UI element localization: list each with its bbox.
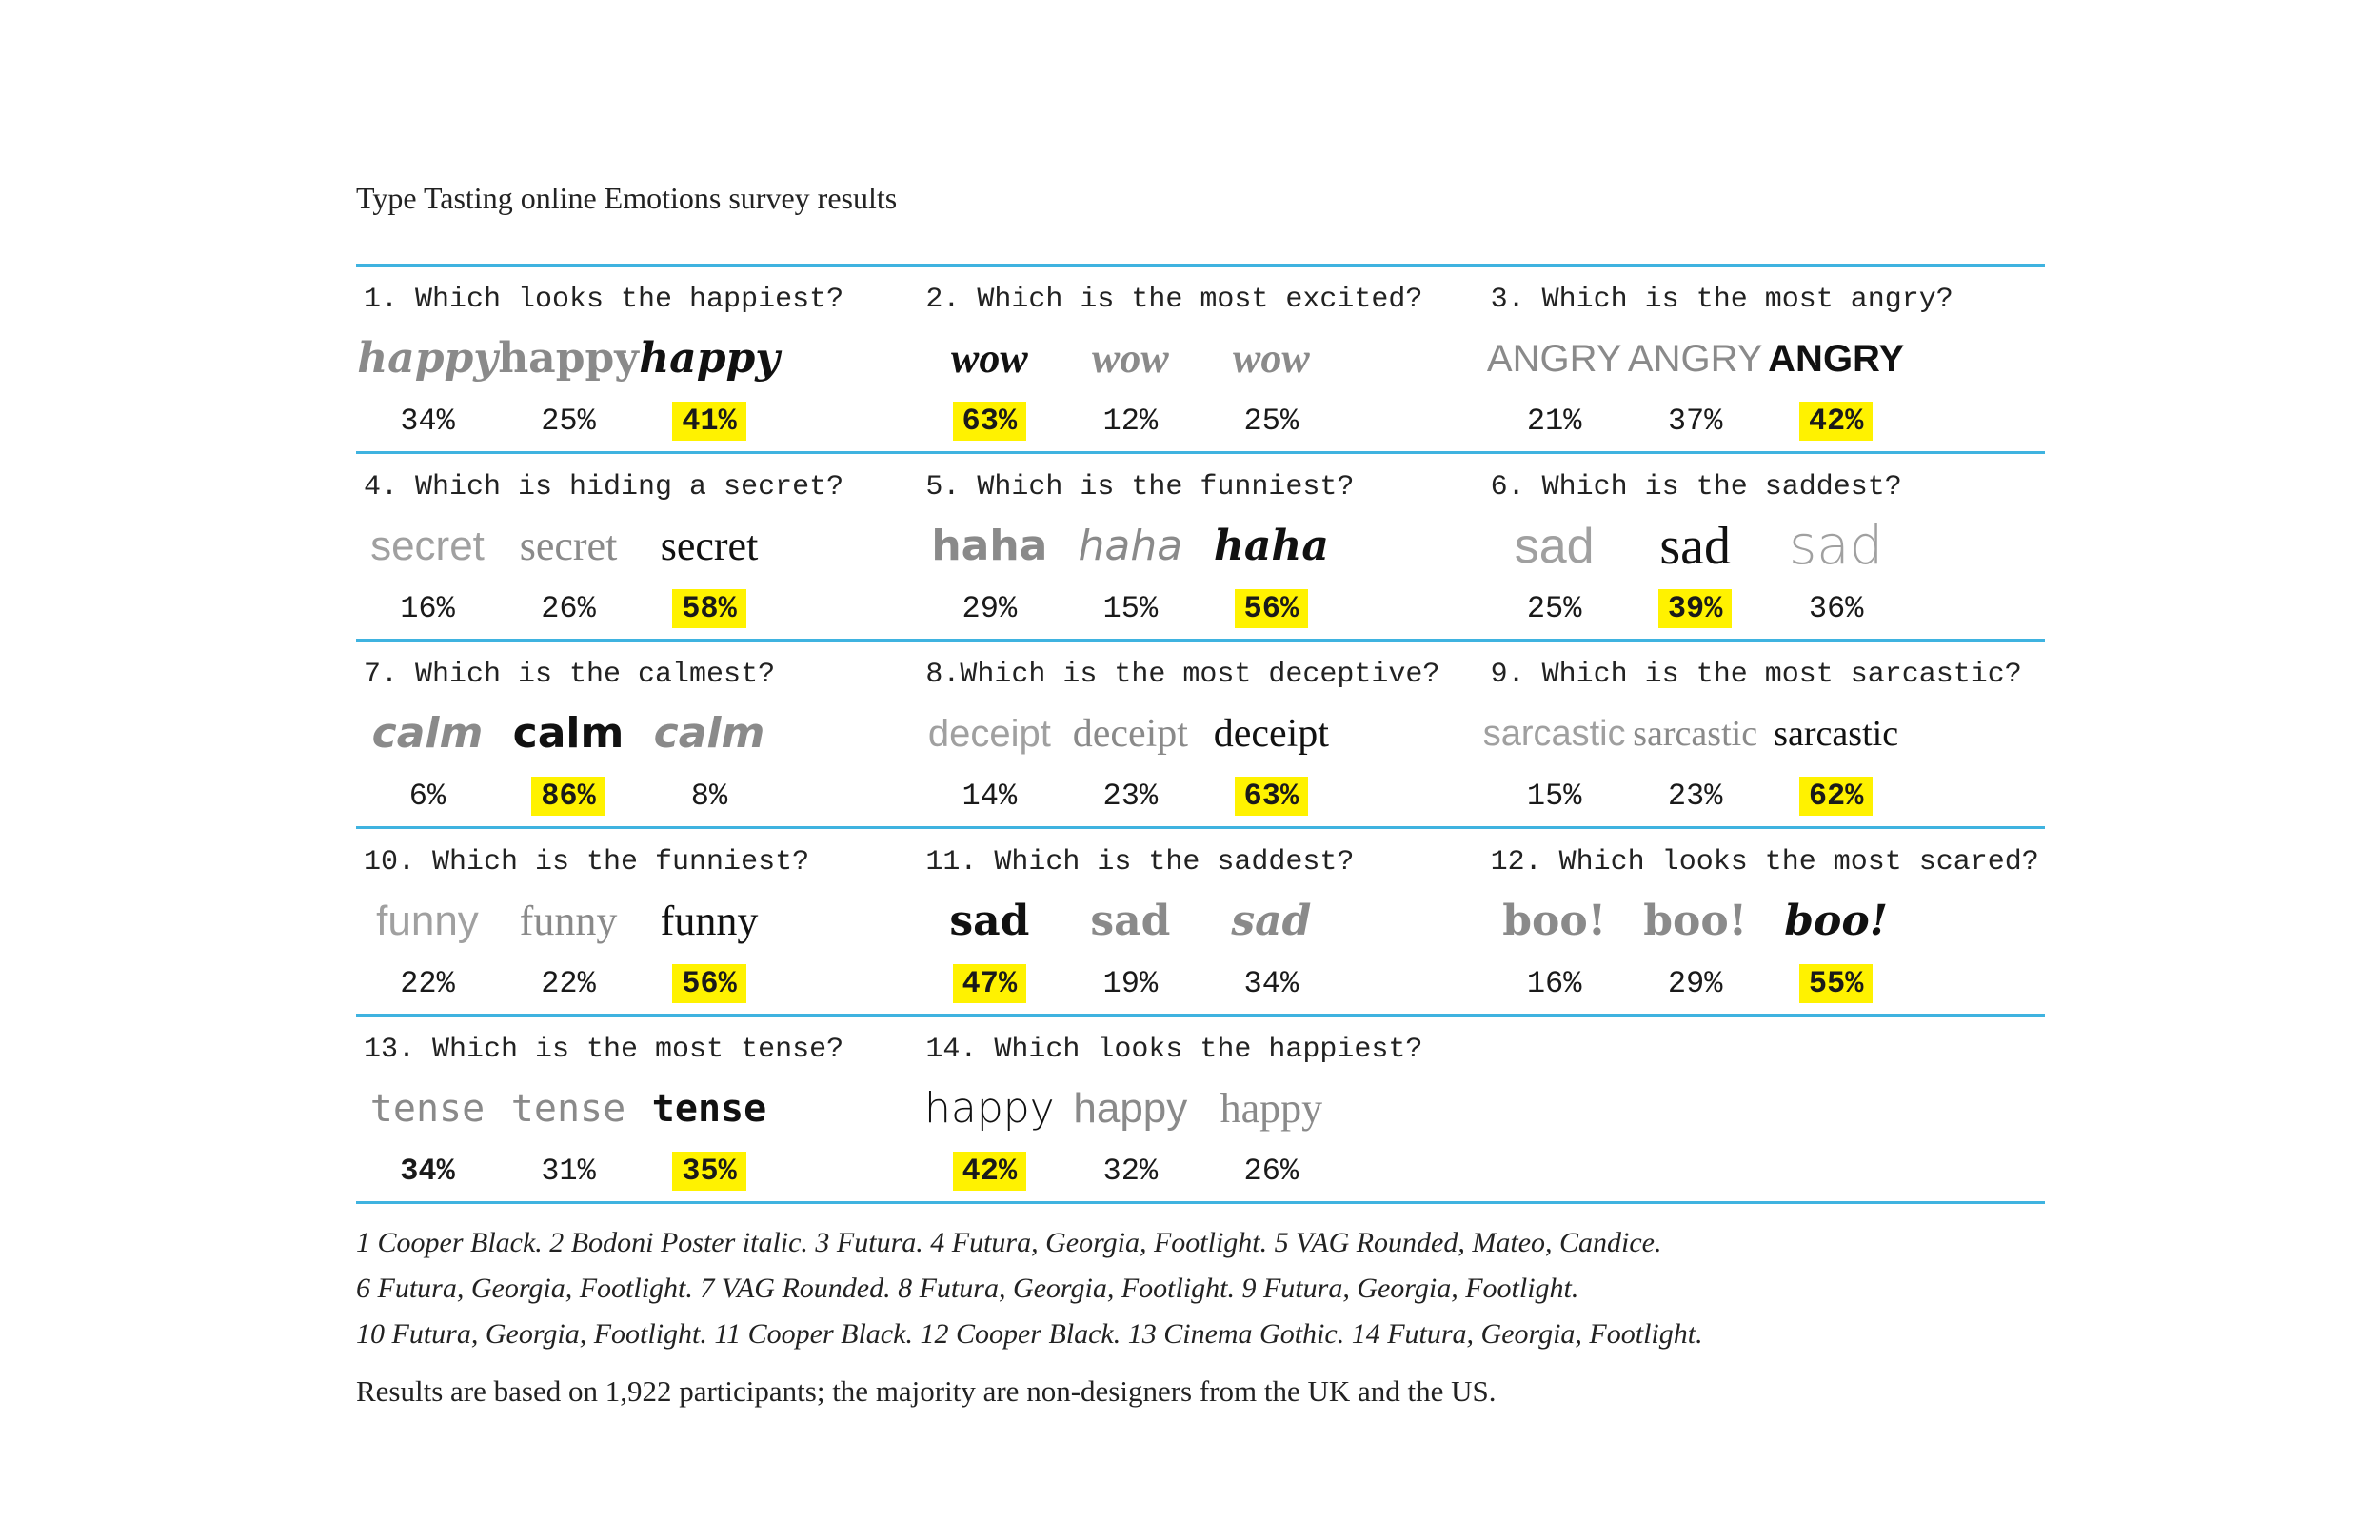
option-percent: 25%: [541, 404, 596, 439]
winning-percent: 62%: [1765, 775, 1908, 819]
option-percent: 16%: [400, 591, 455, 626]
question-cell: [356, 829, 918, 1014]
winning-percent: 56%: [638, 962, 781, 1006]
option-percent: 32%: [1102, 1154, 1159, 1189]
option-percent: 25%: [1243, 404, 1299, 439]
option-word: boo!: [1784, 897, 1889, 945]
option-word: secret: [519, 523, 618, 569]
winning-percent: 39%: [1624, 587, 1767, 631]
option-word: tense: [510, 1087, 626, 1131]
font-notes: [356, 1220, 2051, 1357]
empty-cell: [1483, 1017, 2045, 1201]
option-word: sad: [949, 897, 1030, 945]
option-percent: 21%: [1526, 404, 1582, 439]
question-text: 7. Which is the calmest?: [364, 659, 776, 691]
option-percent: 23%: [1102, 779, 1159, 814]
question-cell: [1483, 454, 2045, 639]
question-text: 4. Which is hiding a secret?: [364, 471, 844, 503]
winning-percent: 58%: [638, 587, 781, 631]
option-percent: 34%: [1243, 966, 1299, 1001]
survey-row: [356, 829, 2045, 1017]
option-word: sad: [1090, 897, 1171, 945]
option-percent: 26%: [1243, 1154, 1299, 1189]
option-word: happy: [639, 334, 780, 383]
question-cell: [918, 267, 1482, 451]
option-percent: 6%: [408, 779, 446, 814]
winning-percent: 42%: [918, 1150, 1061, 1194]
option-percent: 15%: [1102, 591, 1159, 626]
winning-percent: 41%: [638, 400, 781, 444]
option-word: happy: [357, 334, 498, 383]
survey-grid: [356, 264, 2045, 1204]
option-percent: 15%: [1526, 779, 1582, 814]
winning-percent: 63%: [918, 400, 1061, 444]
survey-row: [356, 454, 2045, 642]
question-cell: [356, 1017, 918, 1201]
winning-percent: 55%: [1765, 962, 1908, 1006]
question-cell: [1483, 267, 2045, 451]
option-word: deceipt: [927, 713, 1051, 755]
option-percent: 37%: [1667, 404, 1723, 439]
option-word: wow: [950, 335, 1028, 382]
option-word: wow: [1091, 335, 1169, 382]
survey-row: [356, 642, 2045, 829]
option-word: secret: [660, 523, 759, 569]
question-text: 5. Which is the funniest?: [925, 471, 1355, 503]
option-word: sad: [1231, 897, 1312, 945]
font-note-line: 6 Futura, Georgia, Footlight. 7 VAG Rounded. 8 Futura, Georgia, Footlight. 9 Futura, Georgia, Footlight.: [356, 1273, 1579, 1304]
winning-percent: 63%: [1200, 775, 1342, 819]
winning-percent: 86%: [497, 775, 640, 819]
option-word: funny: [376, 898, 479, 944]
question-text: 12. Which looks the most scared?: [1490, 846, 2039, 879]
option-word: sarcastic: [1482, 714, 1626, 754]
question-cell: [918, 454, 1482, 639]
option-word: tense: [651, 1087, 767, 1131]
question-text: 11. Which is the saddest?: [925, 846, 1355, 879]
option-word: sad: [1789, 515, 1884, 577]
option-word: haha: [1078, 522, 1183, 570]
option-word: funny: [660, 898, 759, 944]
question-text: 10. Which is the funniest?: [364, 846, 810, 879]
option-word: calm: [371, 709, 484, 758]
option-percent: 22%: [541, 966, 596, 1001]
option-word: boo!: [1502, 897, 1607, 945]
option-word: sarcastic: [1774, 714, 1899, 754]
option-percent: 29%: [962, 591, 1018, 626]
option-word: boo!: [1643, 897, 1748, 945]
option-percent: 19%: [1102, 966, 1159, 1001]
participants-note: Results are based on 1,922 participants; the majority are non-designers from the UK and the US.: [356, 1374, 1497, 1408]
question-cell: [356, 642, 918, 826]
survey-row: [356, 267, 2045, 454]
option-word: ANGRY: [1768, 338, 1905, 380]
option-word: tense: [369, 1087, 486, 1131]
option-word: ANGRY: [1627, 338, 1763, 380]
option-percent: 12%: [1102, 404, 1159, 439]
option-percent: 29%: [1667, 966, 1723, 1001]
option-word: sad: [1514, 519, 1595, 574]
question-text: 9. Which is the most sarcastic?: [1490, 659, 2022, 691]
survey-row: [356, 1017, 2045, 1204]
option-percent: 22%: [400, 966, 455, 1001]
question-text: 14. Which looks the happiest?: [925, 1034, 1423, 1066]
winning-percent: 47%: [918, 962, 1061, 1006]
option-percent: 34%: [400, 404, 455, 439]
option-percent: 36%: [1808, 591, 1864, 626]
option-word: sad: [1659, 517, 1731, 576]
option-word: ANGRY: [1486, 338, 1622, 380]
question-cell: [918, 829, 1482, 1014]
option-percent: 26%: [541, 591, 596, 626]
option-percent: 14%: [962, 779, 1018, 814]
option-word: calm: [653, 709, 765, 758]
question-text: 8.Which is the most deceptive?: [925, 659, 1440, 691]
option-percent: 8%: [690, 779, 728, 814]
option-word: deceipt: [1072, 712, 1188, 756]
question-cell: [356, 267, 918, 451]
question-cell: [918, 642, 1482, 826]
option-word: happy: [923, 1084, 1055, 1133]
option-word: wow: [1232, 335, 1310, 382]
question-cell: [356, 454, 918, 639]
question-text: 2. Which is the most excited?: [925, 284, 1423, 316]
option-word: happy: [1220, 1085, 1323, 1132]
option-word: happy: [498, 334, 639, 383]
option-percent: 23%: [1667, 779, 1723, 814]
option-word: happy: [1073, 1085, 1188, 1132]
option-percent: 31%: [541, 1154, 596, 1189]
option-word: haha: [931, 522, 1048, 570]
option-word: haha: [1213, 522, 1329, 570]
question-text: 1. Which looks the happiest?: [364, 284, 844, 316]
option-word: funny: [519, 898, 618, 944]
question-text: 3. Which is the most angry?: [1490, 284, 1954, 316]
option-percent: 25%: [1526, 591, 1582, 626]
font-note-line: 10 Futura, Georgia, Footlight. 11 Cooper Black. 12 Cooper Black. 13 Cinema Gothic. 14 Futura, Georgia, Footlight.: [356, 1318, 1703, 1350]
option-percent: 34%: [400, 1154, 455, 1189]
page-title: Type Tasting online Emotions survey results: [356, 181, 898, 215]
winning-percent: 56%: [1200, 587, 1342, 631]
option-word: secret: [370, 523, 485, 569]
question-text: 6. Which is the saddest?: [1490, 471, 1902, 503]
winning-percent: 42%: [1765, 400, 1908, 444]
question-cell: [1483, 642, 2045, 826]
question-text: 13. Which is the most tense?: [364, 1034, 844, 1066]
question-cell: [918, 1017, 1482, 1201]
option-word: deceipt: [1213, 712, 1329, 756]
font-note-line: 1 Cooper Black. 2 Bodoni Poster italic. 3 Futura. 4 Futura, Georgia, Footlight. 5 VAG Rounded, Mateo, Candice.: [356, 1227, 1662, 1258]
winning-percent: 35%: [638, 1150, 781, 1194]
option-word: calm: [512, 709, 625, 758]
option-percent: 16%: [1526, 966, 1582, 1001]
option-word: sarcastic: [1633, 714, 1758, 754]
question-cell: [1483, 829, 2045, 1014]
